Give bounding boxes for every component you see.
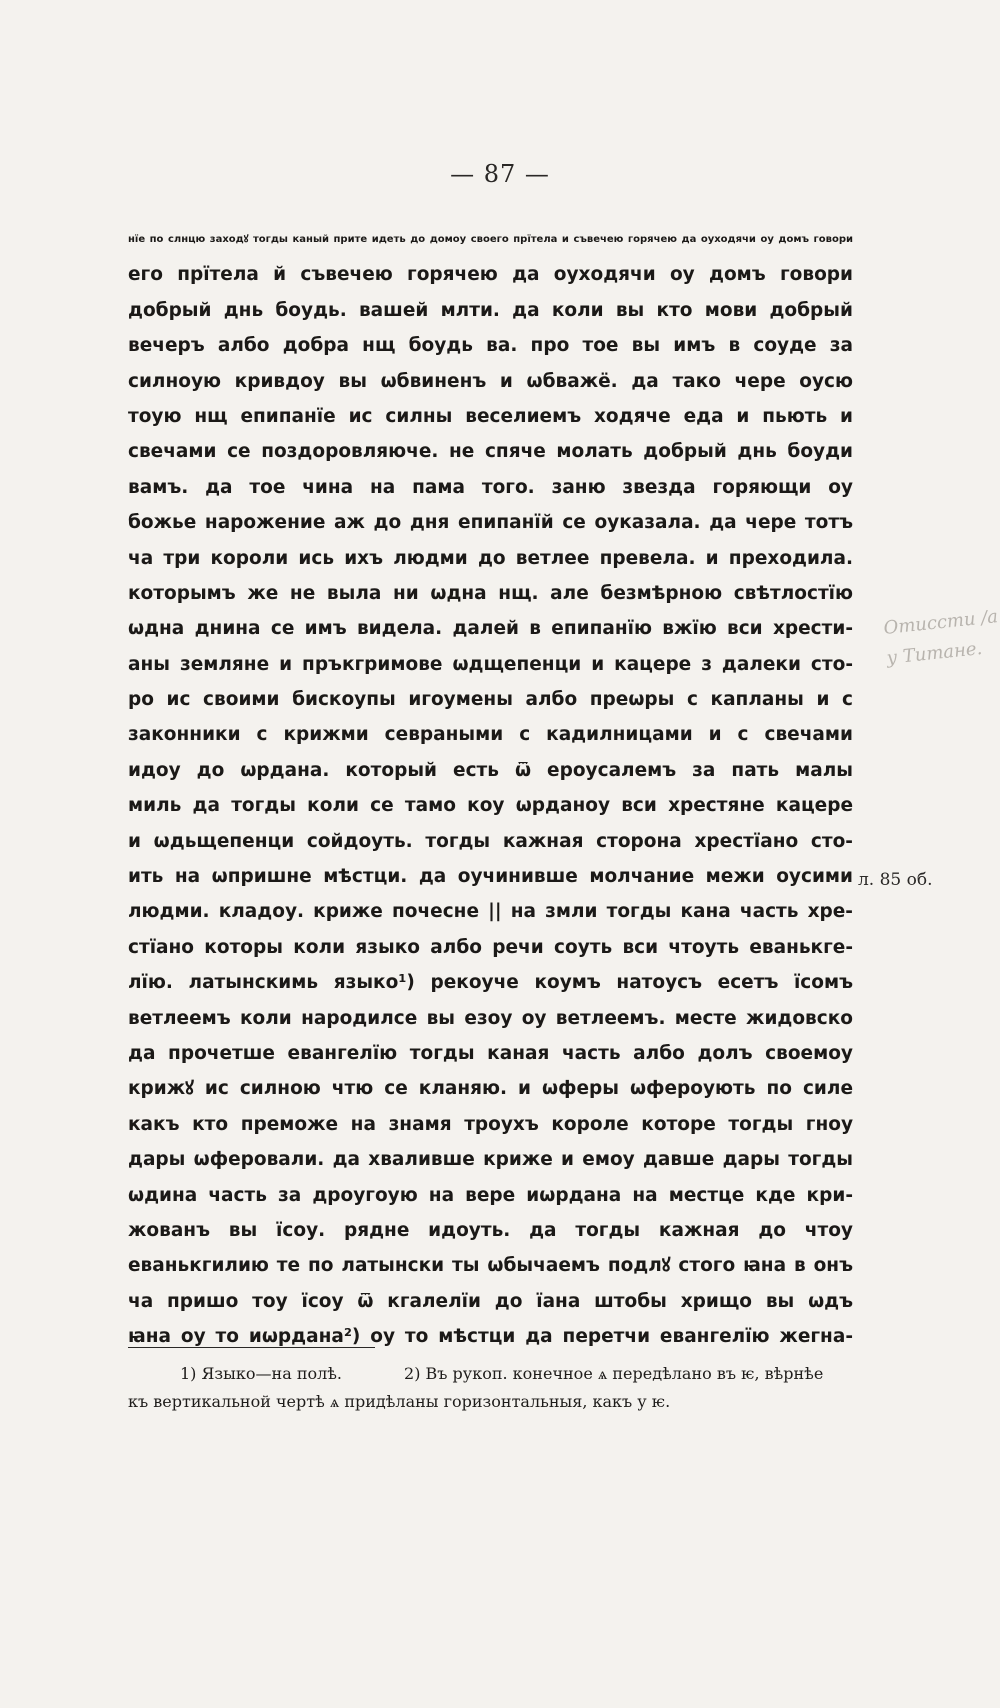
pencil-note-line: Отиссти /а	[882, 606, 999, 640]
text-line: дары ѡферовали. да хваливше криже и емоу давше дары тогды	[128, 1149, 853, 1171]
pencil-note-line: у Титане.	[885, 637, 984, 669]
text-line: законники с крижми севраными с кадилницами и с свечами	[128, 724, 853, 746]
text-line: миль да тогды коли се тамо коу ѡрданоу вси хрестяне кацере	[128, 795, 853, 817]
text-line: какъ кто преможе на знамя троухъ короле которе тогды гноу	[128, 1113, 853, 1135]
text-line: идоу до ѡрдана. который есть ѿ ероусалемъ за пать малы	[128, 759, 853, 781]
footnote-2-start: 2) Въ рукоп. конечное ѧ передѣлано въ ѥ, вѣрнѣе	[404, 1364, 824, 1383]
text-line: ча три короли ись ихъ людми до ветлее превела. и преходила.	[128, 547, 853, 569]
text-line: нїе по слнцю заходꙋ тогды каный прите идеть до домоу своего прїтела и съвечею горячею да оуходячи оу домъ говори	[128, 234, 853, 245]
text-line: свечами се поздоровляюче. не спяче молать добрый днь боуди	[128, 441, 853, 463]
text-line: стїано которы коли языко албо речи соуть вси чтоуть еванькге-	[128, 936, 853, 958]
text-line: силноую кривдоу вы ѡбвиненъ и ѡбважё. да тако чере оусю	[128, 370, 853, 392]
text-line: божье нарожение аж до дня епипанїй се оуказала. да чере тотъ	[128, 512, 853, 534]
text-line: крижꙋ ис силною чтю се кланяю. и ѡферы ѡфероують по силе	[128, 1078, 853, 1100]
footnote-line-1	[128, 1360, 853, 1388]
text-line: людми. кладоу. криже почесне || на змли тогды кана часть хре-	[128, 901, 853, 923]
text-line: добрый днь боудь. вашей млти. да коли вы кто мови добрый	[128, 299, 853, 321]
text-line: ѡдина часть за дроугоую на вере иѡрдана на местце кде кри-	[128, 1184, 853, 1206]
footnote-divider	[128, 1347, 375, 1348]
text-line: да прочетше евангелїю тогды каная часть албо долъ своемоу	[128, 1042, 853, 1064]
text-line: вамъ. да тое чина на пама того. заню звезда горяющи оу	[128, 476, 853, 498]
footnote-2-continuation: къ вертикальной чертѣ ѧ придѣланы горизонтальныя, какъ у ѥ.	[128, 1392, 671, 1411]
text-line: тоую нщ епипанїе ис силны веселиемъ ходяче еда и пьють и	[128, 405, 853, 427]
text-line: ить на ѡпришне мѣстци. да оучинивше молчание межи оусими	[128, 866, 853, 888]
text-line: ветлеемъ коли народилсе вы езоу оу ветлеемъ. месте жидовско	[128, 1007, 853, 1029]
pencil-margin-annotation	[882, 602, 1000, 674]
text-line: которымъ же не выла ни ѡдна нщ. але безмѣрною свѣтлостїю	[128, 582, 853, 604]
footnotes-block	[128, 1360, 853, 1416]
text-line: лїю. латынскимь языко¹) рекоуче коумъ натоусъ есетъ їсомъ	[128, 972, 853, 994]
text-line: и ѡдьщепенци сойдоуть. тогды кажная сторона хрестїано сто-	[128, 830, 853, 852]
text-line: его прїтела й съвечею горячею да оуходячи оу домъ говори	[128, 264, 853, 286]
text-line: еванькгилию те по латынски ты ѡбычаемъ подлꙋ стого ꙗна в онъ	[128, 1255, 853, 1277]
text-line: вечеръ албо добра нщ боудь ва. про тое вы имъ в соуде за	[128, 335, 853, 357]
main-text-block	[128, 222, 853, 1355]
footnote-1: 1) Языко—на полѣ.	[180, 1364, 343, 1383]
text-line: ꙗна оу то иѡрдана²) оу то мѣстци да перетчи евангелїю жегна-	[128, 1326, 853, 1348]
text-line: ча пришо тоу їсоу ѿ кгалелїи до їана штобы хрищо вы ѡдъ	[128, 1290, 853, 1312]
text-line: жованъ вы їсоу. рядне идоуть. да тогды кажная до чтоу	[128, 1219, 853, 1241]
text-line: ро ис своими бискоупы игоумены албо преѡры с капланы и с	[128, 689, 853, 711]
folio-margin-note: л. 85 об.	[858, 870, 933, 890]
text-line: ѡдна днина се имъ видела. далей в епипанїю вжїю вси хрести-	[128, 618, 853, 640]
text-line: аны земляне и пръкгримове ѡдщепенци и кацере з далеки сто-	[128, 653, 853, 675]
page-number: — 87 —	[450, 160, 550, 188]
